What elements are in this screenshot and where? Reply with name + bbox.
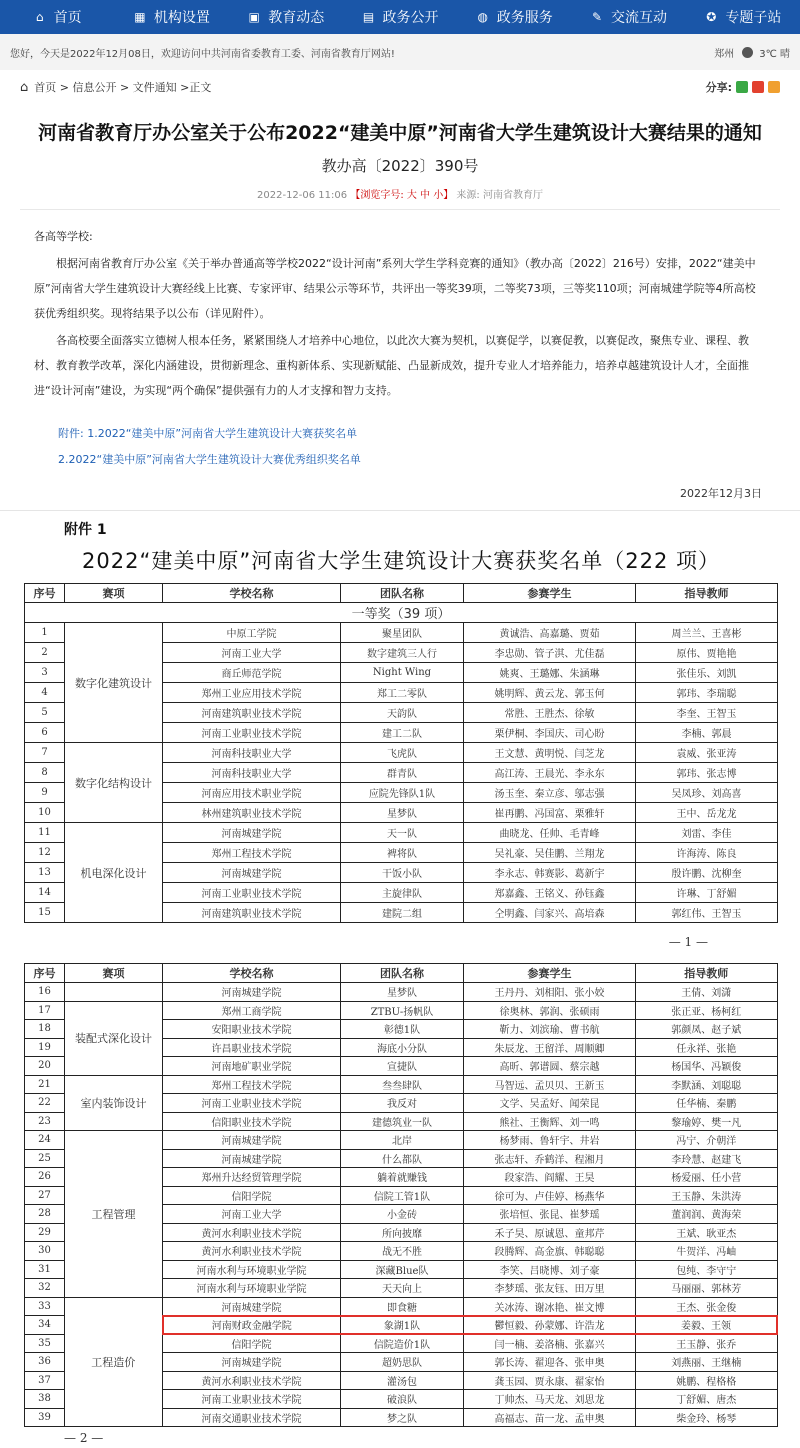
- team-name: 星梦队: [341, 803, 464, 823]
- wechat-share-icon[interactable]: [736, 81, 748, 93]
- row-number: 7: [25, 743, 65, 763]
- students: 王丹丹、刘相阳、张小姣: [464, 983, 636, 1002]
- team-name: 破浪队: [341, 1390, 464, 1409]
- students: 丁帅杰、马天龙、刘思龙: [464, 1390, 636, 1409]
- row-number: 28: [25, 1205, 65, 1224]
- share-bar: [706, 79, 780, 95]
- weibo-share-icon[interactable]: [752, 81, 764, 93]
- teachers: 任永祥、张艳: [636, 1038, 778, 1057]
- team-name: 什么都队: [341, 1149, 464, 1168]
- students: 汤玉奎、秦立彦、邬志强: [464, 783, 636, 803]
- nav-label: 首页: [53, 10, 82, 26]
- attachments: [0, 421, 800, 473]
- students: 高江涛、王晨光、李永东: [464, 763, 636, 783]
- team-name: 深藏Blue队: [341, 1260, 464, 1279]
- team-name: 所向披靡: [341, 1223, 464, 1242]
- table-row: [25, 743, 778, 763]
- news-icon: ▣: [248, 10, 260, 24]
- article-body: [0, 224, 800, 403]
- teachers: 王中、岳龙龙: [636, 803, 778, 823]
- team-name: 飞虎队: [341, 743, 464, 763]
- teachers: 郭红伟、王智玉: [636, 903, 778, 923]
- chat-icon: ✎: [592, 10, 603, 24]
- students: 朱辰龙、王留洋、周顺卿: [464, 1038, 636, 1057]
- divider: [0, 501, 800, 511]
- students: 鬱恒毅、孙蒙娜、许浩龙: [464, 1316, 636, 1335]
- row-number: 37: [25, 1371, 65, 1390]
- teachers: 王倩、刘潇: [636, 983, 778, 1002]
- event-category: 装配式深化设计: [65, 1001, 163, 1075]
- students: 高昕、郭谱圆、蔡宗越: [464, 1057, 636, 1076]
- row-number: 36: [25, 1353, 65, 1372]
- school-name: 信阳职业技术学院: [163, 1112, 341, 1131]
- teachers: 原伟、贾艳艳: [636, 643, 778, 663]
- table-row: [25, 1131, 778, 1150]
- row-number: 30: [25, 1242, 65, 1261]
- column-header: 参赛学生: [464, 964, 636, 983]
- students: 常胜、王胜杰、徐敏: [464, 703, 636, 723]
- team-name: 裨将队: [341, 843, 464, 863]
- row-number: 15: [25, 903, 65, 923]
- teachers: 董润润、黄海荣: [636, 1205, 778, 1224]
- school-name: 河南工业职业技术学院: [163, 1094, 341, 1113]
- weather-widget: [714, 45, 790, 60]
- breadcrumb[interactable]: [20, 79, 211, 95]
- attachment-label: 附件 1: [64, 522, 107, 538]
- teachers: 周兰兰、王喜彬: [636, 623, 778, 643]
- students: 崔再鹏、冯国富、栗雅轩: [464, 803, 636, 823]
- school-name: 河南城建学院: [163, 863, 341, 883]
- school-name: 黄河水利职业技术学院: [163, 1371, 341, 1390]
- students: 姚明辉、黄云龙、郭玉何: [464, 683, 636, 703]
- column-header: 参赛学生: [464, 584, 636, 603]
- team-name: 郑工二零队: [341, 683, 464, 703]
- school-name: 河南城建学院: [163, 983, 341, 1002]
- weather-icon: [742, 47, 753, 58]
- students: 熊社、王衡辉、刘一鸣: [464, 1112, 636, 1131]
- award-level: 一等奖（39 项）: [25, 603, 778, 623]
- row-number: 21: [25, 1075, 65, 1094]
- teachers: 郭颜凤、赵子斌: [636, 1020, 778, 1039]
- team-name: 数字建筑三人行: [341, 643, 464, 663]
- team-name: 天天向上: [341, 1279, 464, 1298]
- students: 曲晓龙、任帅、毛青峰: [464, 823, 636, 843]
- school-name: 河南工业职业技术学院: [163, 1390, 341, 1409]
- teachers: 李默涵、刘聪聪: [636, 1075, 778, 1094]
- row-number: 10: [25, 803, 65, 823]
- school-name: 郑州升达经贸管理学院: [163, 1168, 341, 1187]
- paragraph-1: 根据河南省教育厅办公室《关于举办普通高等学校2022“设计河南”系列大学生学科竞赛的通知》（教办高〔2022〕216号）安排，2022“建美中原”河南省大学生建筑设计大赛经线上比赛、专家评审、结果公示等环节，共评出一等奖39项，二等奖73项，三等奖110项；河南城建学院等4所高校获优秀组织奖。现将结果予以公布（详见附件）。: [34, 257, 756, 320]
- greeting-text: 您好，今天是2022年12月08日，欢迎访问中共河南省委教育工委、河南省教育厅网站!: [10, 48, 395, 60]
- column-header: 团队名称: [341, 584, 464, 603]
- students: 徐可为、卢佳婷、杨燕华: [464, 1186, 636, 1205]
- students: 李永志、韩赛影、葛新宇: [464, 863, 636, 883]
- column-header: 赛项: [65, 584, 163, 603]
- star-icon: ✪: [706, 10, 717, 24]
- teachers: 任华楠、秦鹏: [636, 1094, 778, 1113]
- table-row: [25, 623, 778, 643]
- school-name: 郑州工程技术学院: [163, 843, 341, 863]
- article-title: 河南省教育厅办公室关于公布2022“建美中原”河南省大学生建筑设计大赛结果的通知: [38, 122, 762, 144]
- school-name: 中原工学院: [163, 623, 341, 643]
- award-table-1: [24, 583, 778, 923]
- team-name: 聚星团队: [341, 623, 464, 643]
- attachment-page-1: [0, 519, 800, 949]
- event-category: 工程管理: [65, 1131, 163, 1298]
- team-name: 叁叁肆队: [341, 1075, 464, 1094]
- team-name: 信院造价1队: [341, 1334, 464, 1353]
- school-name: 河南城建学院: [163, 1297, 341, 1316]
- event-category: 数字化建筑设计: [65, 623, 163, 743]
- students: 段家浩、阎耀、王昊: [464, 1168, 636, 1187]
- teachers: 李奎、王智玉: [636, 703, 778, 723]
- teachers: 柴金玲、杨琴: [636, 1408, 778, 1427]
- team-name: 建德筑业一队: [341, 1112, 464, 1131]
- school-name: 河南地矿职业学院: [163, 1057, 341, 1076]
- students: 黄诚浩、高嘉璐、贾茹: [464, 623, 636, 643]
- teachers: 刘雷、李佳: [636, 823, 778, 843]
- team-name: 建工二队: [341, 723, 464, 743]
- school-name: 河南应用技术职业学院: [163, 783, 341, 803]
- school-name: 河南建筑职业技术学院: [163, 903, 341, 923]
- qzone-share-icon[interactable]: [768, 81, 780, 93]
- team-name: 天韵队: [341, 703, 464, 723]
- nav-label: 交流互动: [611, 10, 668, 26]
- globe-icon: ◍: [477, 10, 488, 24]
- nav-item-6[interactable]: [686, 0, 800, 34]
- article-source: 来源: 河南省教育厅: [456, 190, 543, 201]
- students: 马智远、孟贝贝、王新玉: [464, 1075, 636, 1094]
- row-number: 9: [25, 783, 65, 803]
- students: 杨梦雨、鲁轩宇、井岩: [464, 1131, 636, 1150]
- home-icon[interactable]: ⌂: [20, 79, 29, 95]
- nav-label: 教育动态: [268, 10, 325, 26]
- students: 姚爽、王璐娜、朱涵琳: [464, 663, 636, 683]
- school-name: 河南科技职业大学: [163, 743, 341, 763]
- row-number: 31: [25, 1260, 65, 1279]
- column-header: 学校名称: [163, 584, 341, 603]
- row-number: 12: [25, 843, 65, 863]
- team-name: 宣捷队: [341, 1057, 464, 1076]
- school-name: 河南城建学院: [163, 1131, 341, 1150]
- students: 文学、吴孟好、闻荣昆: [464, 1094, 636, 1113]
- teachers: 马丽丽、郭林芳: [636, 1279, 778, 1298]
- row-number: 1: [25, 623, 65, 643]
- column-header: 序号: [25, 964, 65, 983]
- row-number: 25: [25, 1149, 65, 1168]
- teachers: 包纯、李守宁: [636, 1260, 778, 1279]
- row-number: 19: [25, 1038, 65, 1057]
- column-header: 指导教师: [636, 964, 778, 983]
- row-number: 2: [25, 643, 65, 663]
- row-number: 8: [25, 763, 65, 783]
- row-number: 29: [25, 1223, 65, 1242]
- students: 李笑、吕晓博、刘子豪: [464, 1260, 636, 1279]
- row-number: 11: [25, 823, 65, 843]
- sign-date: 2022年12月3日: [680, 487, 762, 500]
- font-size-switch[interactable]: 【浏览字号: 大 中 小】: [350, 190, 454, 201]
- table-header: [25, 584, 778, 603]
- nav-item-1[interactable]: [114, 0, 228, 34]
- document-number: 教办高〔2022〕390号: [321, 157, 479, 175]
- school-name: 郑州工业应用技术学院: [163, 683, 341, 703]
- teachers: 袁威、张亚涛: [636, 743, 778, 763]
- school-name: 河南交通职业技术学院: [163, 1408, 341, 1427]
- team-name: 我反对: [341, 1094, 464, 1113]
- attachments-label: 附件:: [58, 427, 88, 440]
- students: 李梦瑶、张友钰、田万里: [464, 1279, 636, 1298]
- team-name: 主旋律队: [341, 883, 464, 903]
- team-name: 梦之队: [341, 1408, 464, 1427]
- teachers: 王杰、张金俊: [636, 1297, 778, 1316]
- row-number: 35: [25, 1334, 65, 1353]
- students: 仝明鑫、闫家兴、高培森: [464, 903, 636, 923]
- students: 闫一楠、姜洛楠、张嘉兴: [464, 1334, 636, 1353]
- teachers: 许琳、丁舒媚: [636, 883, 778, 903]
- teachers: 姜毅、王领: [636, 1316, 778, 1335]
- nav-label: 政务服务: [496, 10, 553, 26]
- team-name: 躺着就赚钱: [341, 1168, 464, 1187]
- row-number: 23: [25, 1112, 65, 1131]
- teachers: 殷许鹏、沈柳奎: [636, 863, 778, 883]
- row-number: 16: [25, 983, 65, 1002]
- teachers: 郭玮、李瑞聪: [636, 683, 778, 703]
- notice-bar: [0, 34, 800, 70]
- nav-item-4[interactable]: [457, 0, 571, 34]
- school-name: 河南城建学院: [163, 823, 341, 843]
- divider: [20, 209, 780, 210]
- nav-label: 机构设置: [153, 10, 210, 26]
- page-number-1: — 1 —: [668, 935, 708, 949]
- students: 吴礼豪、吴佳鹏、兰翔龙: [464, 843, 636, 863]
- row-number: 39: [25, 1408, 65, 1427]
- students: 王文慧、黄明悦、闫芝龙: [464, 743, 636, 763]
- column-header: 赛项: [65, 964, 163, 983]
- attachment-page-2: [0, 963, 800, 1445]
- team-name: 信院工管1队: [341, 1186, 464, 1205]
- table-row: [25, 983, 778, 1002]
- team-name: 彰德1队: [341, 1020, 464, 1039]
- school-name: 许昌职业技术学院: [163, 1038, 341, 1057]
- team-name: 超奶思队: [341, 1353, 464, 1372]
- attachment-link-2[interactable]: 2.2022“建美中原”河南省大学生建筑设计大赛优秀组织奖名单: [58, 453, 361, 466]
- students: 郑嘉鑫、王铭义、孙钰鑫: [464, 883, 636, 903]
- table-row: [25, 1297, 778, 1316]
- school-name: 河南工业职业技术学院: [163, 723, 341, 743]
- team-name: 战无不胜: [341, 1242, 464, 1261]
- row-number: 13: [25, 863, 65, 883]
- org-icon: ▦: [134, 10, 146, 24]
- share-label: 分享:: [705, 81, 732, 94]
- teachers: 杨爱丽、任小营: [636, 1168, 778, 1187]
- column-header: 学校名称: [163, 964, 341, 983]
- students: 靳力、刘滨瑜、曹书航: [464, 1020, 636, 1039]
- paragraph-2: 各高校要全面落实立德树人根本任务，紧紧围绕人才培养中心地位，以此次大赛为契机，以赛促学，以赛促教，以赛促改，聚焦专业、课程、教材、教育教学改革，深化内涵建设，贯彻新理念、重构新体系、实现新赋能、凸显新成效，提升专业人才培养能力，培养卓越建筑设计人才，全面推进“设计河南”建设，为实现“两个确保”提供强有力的人才支撑和智力支持。: [34, 334, 749, 397]
- school-name: 安阳职业技术学院: [163, 1020, 341, 1039]
- salutation: 各高等学校:: [34, 230, 93, 243]
- school-name: 河南工业大学: [163, 1205, 341, 1224]
- teachers: 吴凤珍、刘高喜: [636, 783, 778, 803]
- team-name: 海底小分队: [341, 1038, 464, 1057]
- nav-item-0[interactable]: [0, 0, 114, 34]
- row-number: 3: [25, 663, 65, 683]
- weather-city: 郑州: [714, 48, 735, 60]
- team-name: 即食糖: [341, 1297, 464, 1316]
- column-header: 团队名称: [341, 964, 464, 983]
- table-row: [25, 1001, 778, 1020]
- row-number: 4: [25, 683, 65, 703]
- school-name: 商丘师范学院: [163, 663, 341, 683]
- teachers: 郭玮、张志博: [636, 763, 778, 783]
- school-name: 林州建筑职业技术学院: [163, 803, 341, 823]
- event-category: 机电深化设计: [65, 823, 163, 923]
- school-name: 河南工业大学: [163, 643, 341, 663]
- school-name: 信阳学院: [163, 1186, 341, 1205]
- event-category: [65, 983, 163, 1002]
- article-meta: [0, 186, 800, 201]
- row-number: 6: [25, 723, 65, 743]
- nav-label: 政务公开: [382, 10, 439, 26]
- top-nav: [0, 0, 800, 34]
- teachers: 李玲慧、赵建飞: [636, 1149, 778, 1168]
- teachers: 刘燕丽、王继楠: [636, 1353, 778, 1372]
- nav-item-5[interactable]: [571, 0, 685, 34]
- teachers: 张正亚、杨柯红: [636, 1001, 778, 1020]
- school-name: 黄河水利职业技术学院: [163, 1242, 341, 1261]
- row-number: 38: [25, 1390, 65, 1409]
- row-number: 27: [25, 1186, 65, 1205]
- row-number: 5: [25, 703, 65, 723]
- team-name: 小金砖: [341, 1205, 464, 1224]
- school-name: 河南财政金融学院: [163, 1316, 341, 1335]
- team-name: 建院二组: [341, 903, 464, 923]
- students: 段腾辉、高金旗、韩聪聪: [464, 1242, 636, 1261]
- school-name: 河南建筑职业技术学院: [163, 703, 341, 723]
- teachers: 王斌、耿亚杰: [636, 1223, 778, 1242]
- school-name: 河南城建学院: [163, 1353, 341, 1372]
- team-name: 应院先锋队1队: [341, 783, 464, 803]
- table-row: [25, 1075, 778, 1094]
- students: 张志轩、乔鹤洋、程湘月: [464, 1149, 636, 1168]
- team-name: 干饭小队: [341, 863, 464, 883]
- school-name: 信阳学院: [163, 1334, 341, 1353]
- breadcrumb-bar: [0, 70, 800, 104]
- students: 禾子昊、原诚恩、童邦芹: [464, 1223, 636, 1242]
- row-number: 34: [25, 1316, 65, 1335]
- row-number: 22: [25, 1094, 65, 1113]
- table-header: [25, 964, 778, 983]
- nav-item-3[interactable]: [343, 0, 457, 34]
- school-name: 河南水利与环境职业学院: [163, 1260, 341, 1279]
- school-name: 黄河水利职业技术学院: [163, 1223, 341, 1242]
- row-number: 26: [25, 1168, 65, 1187]
- nav-item-2[interactable]: [229, 0, 343, 34]
- teachers: 许海涛、陈良: [636, 843, 778, 863]
- students: 徐奥林、郭润、张硕雨: [464, 1001, 636, 1020]
- school-name: 河南科技职业大学: [163, 763, 341, 783]
- event-category: 工程造价: [65, 1297, 163, 1427]
- students: 栗伊桐、李国庆、司心盼: [464, 723, 636, 743]
- team-name: 群青队: [341, 763, 464, 783]
- row-number: 20: [25, 1057, 65, 1076]
- column-header: 指导教师: [636, 584, 778, 603]
- team-name: 北岸: [341, 1131, 464, 1150]
- teachers: 冯宁、介朝洋: [636, 1131, 778, 1150]
- team-name: 天一队: [341, 823, 464, 843]
- teachers: 王玉静、朱洪涛: [636, 1186, 778, 1205]
- teachers: 王玉静、张乔: [636, 1334, 778, 1353]
- row-number: 17: [25, 1001, 65, 1020]
- school-name: 郑州工商学院: [163, 1001, 341, 1020]
- teachers: 李楠、郭晨: [636, 723, 778, 743]
- home-icon: ⌂: [35, 10, 44, 24]
- publish-date: 2022-12-06 11:06: [257, 190, 348, 201]
- students: 龚玉园、贾永康、翟家怡: [464, 1371, 636, 1390]
- row-number: 14: [25, 883, 65, 903]
- team-name: ZTBU-扬帆队: [341, 1001, 464, 1020]
- event-category: 数字化结构设计: [65, 743, 163, 823]
- column-header: 序号: [25, 584, 65, 603]
- team-name: Night Wing: [341, 663, 464, 683]
- table-row: [25, 823, 778, 843]
- school-name: 河南水利与环境职业学院: [163, 1279, 341, 1298]
- team-name: 星梦队: [341, 983, 464, 1002]
- weather-temp: 3℃ 晴: [759, 48, 790, 60]
- team-name: 灌汤包: [341, 1371, 464, 1390]
- teachers: 杨国华、冯颖俊: [636, 1057, 778, 1076]
- row-number: 24: [25, 1131, 65, 1150]
- event-category: 室内装饰设计: [65, 1075, 163, 1131]
- teachers: 牛贺洋、冯岫: [636, 1242, 778, 1261]
- students: 郭长涛、翟迎各、张申奥: [464, 1353, 636, 1372]
- school-name: 河南工业职业技术学院: [163, 883, 341, 903]
- teachers: 姚鹏、程格格: [636, 1371, 778, 1390]
- school-name: 郑州工程技术学院: [163, 1075, 341, 1094]
- row-number: 33: [25, 1297, 65, 1316]
- school-name: 河南城建学院: [163, 1149, 341, 1168]
- breadcrumb-text[interactable]: 首页 > 信息公开 > 文件通知 >正文: [34, 81, 212, 94]
- attachment-link-1[interactable]: 1.2022“建美中原”河南省大学生建筑设计大赛获奖名单: [87, 427, 358, 440]
- row-number: 18: [25, 1020, 65, 1039]
- teachers: 丁舒媚、唐杰: [636, 1390, 778, 1409]
- page-number-2: — 2 —: [64, 1431, 104, 1445]
- row-number: 32: [25, 1279, 65, 1298]
- students: 张培恒、张昆、崔梦瑶: [464, 1205, 636, 1224]
- teachers: 黎瑜婷、樊一凡: [636, 1112, 778, 1131]
- teachers: 张佳乐、刘凯: [636, 663, 778, 683]
- nav-label: 专题子站: [725, 10, 782, 26]
- students: 关冰涛、谢冰艳、崔文博: [464, 1297, 636, 1316]
- doc-icon: ▤: [362, 10, 375, 24]
- students: 李忠勋、管子淇、尤佳磊: [464, 643, 636, 663]
- list-title: 2022“建美中原”河南省大学生建筑设计大赛获奖名单（222 项）: [82, 549, 720, 573]
- team-name: 象湖1队: [341, 1316, 464, 1335]
- award-table-2: [24, 963, 778, 1427]
- students: 高福志、苗一龙、孟申奥: [464, 1408, 636, 1427]
